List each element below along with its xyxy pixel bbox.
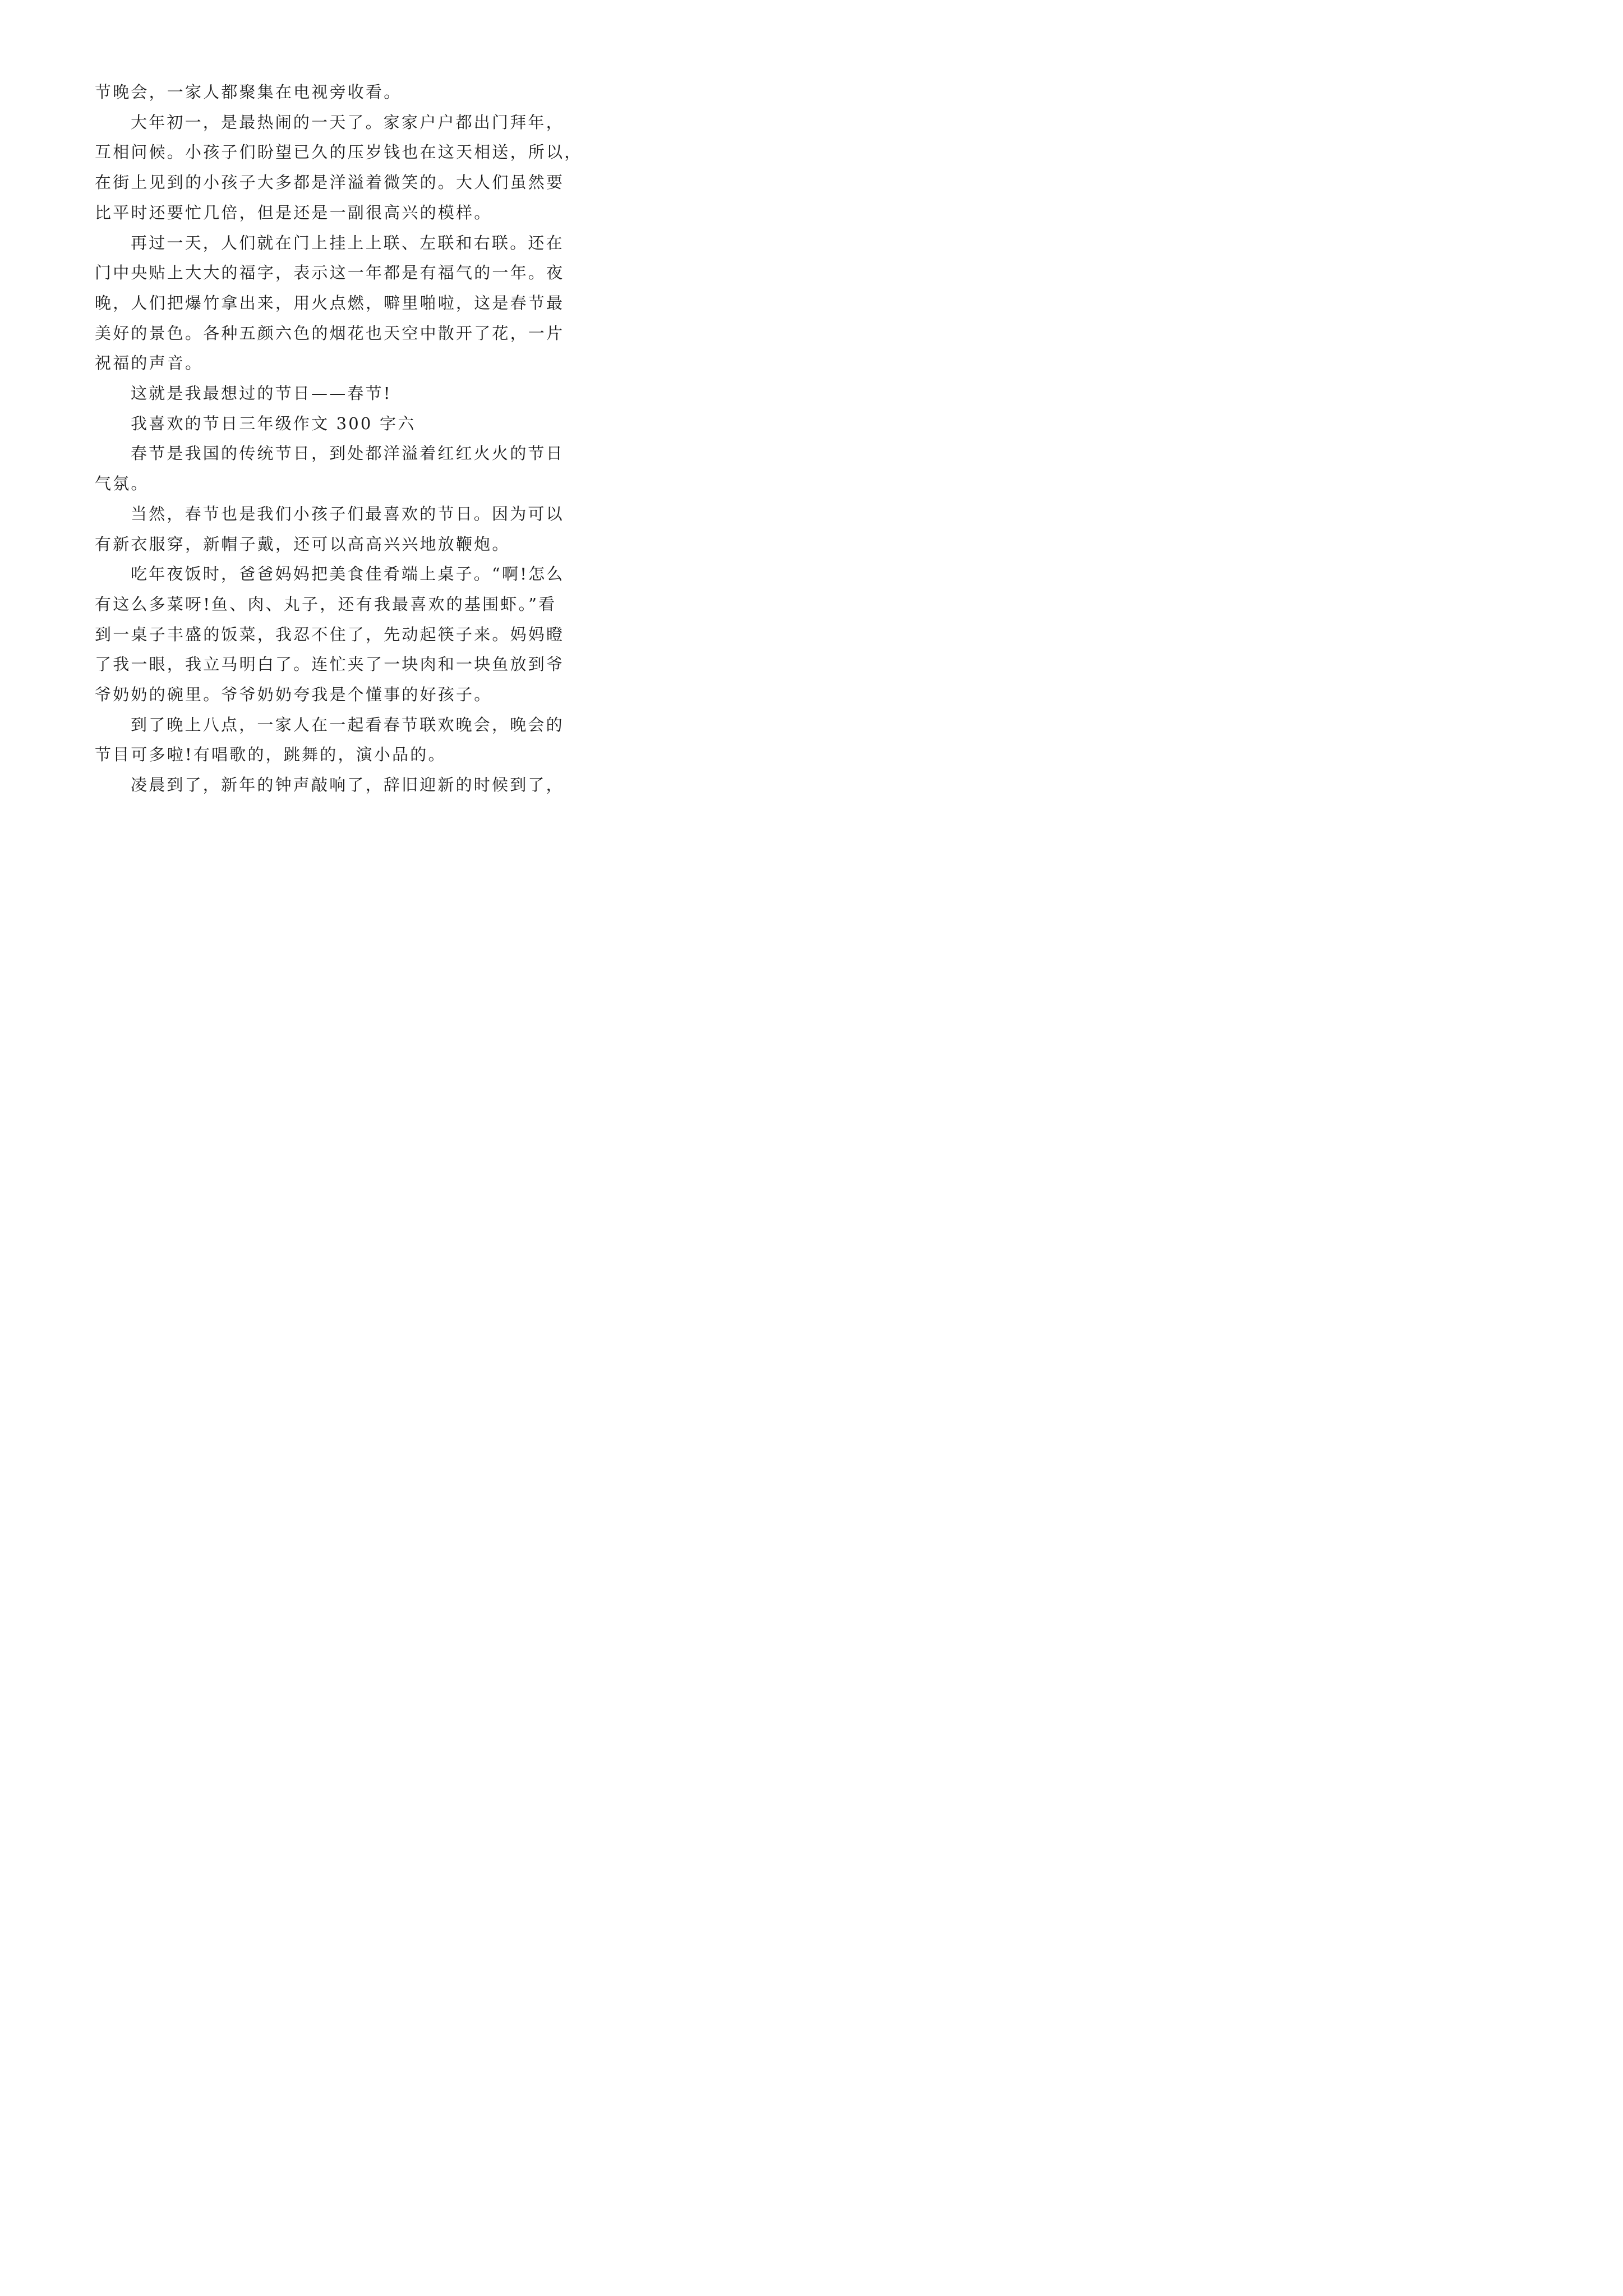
text-line: 比平时还要忙几倍，但是还是一副很高兴的模样。 [95, 203, 492, 222]
text-line: 春节是我国的传统节日，到处都洋溢着红红火火的节日 [131, 444, 564, 463]
text-line: 美好的景色。各种五颜六色的烟花也天空中散开了花，一片 [95, 323, 565, 343]
paragraph-3 [95, 228, 565, 379]
text-line: 当然，春节也是我们小孩子们最喜欢的节日。因为可以 [131, 504, 564, 523]
text-line: 祝福的声音。 [95, 353, 204, 373]
text-line: 了我一眼，我立马明白了。连忙夹了一块肉和一块鱼放到爷 [95, 655, 565, 674]
text-line: 晚，人们把爆竹拿出来，用火点燃，噼里啪啦，这是春节最 [95, 293, 565, 312]
text-line: 互相问候。小孩子们盼望已久的压岁钱也在这天相送，所以， [95, 142, 583, 162]
text-line: 再过一天，人们就在门上挂上上联、左联和右联。还在 [131, 233, 564, 252]
text-line: 气氛。 [95, 474, 149, 494]
text-line: 大年初一，是最热闹的一天了。家家户户都出门拜年， [131, 112, 564, 132]
paragraph-6 [95, 439, 564, 499]
paragraph-7 [95, 499, 564, 559]
paragraph-10 [95, 770, 564, 800]
text-line: 我喜欢的节日三年级作文 300 字六 [131, 413, 416, 433]
section-heading [95, 409, 538, 439]
text-line: 到了晚上八点，一家人在一起看春节联欢晚会，晚会的 [131, 715, 564, 734]
paragraph-1 [95, 77, 538, 108]
text-line: 吃年夜饭时，爸爸妈妈把美食佳肴端上桌子。“啊!怎么 [131, 564, 565, 584]
text-line: 这就是我最想过的节日——春节! [131, 384, 392, 403]
paragraph-4 [95, 379, 538, 409]
text-line: 在街上见到的小孩子大多都是洋溢着微笑的。大人们虽然要 [95, 173, 565, 192]
text-line: 节目可多啦!有唱歌的，跳舞的，演小品的。 [95, 745, 446, 765]
text-line: 有这么多菜呀!鱼、肉、丸子，还有我最喜欢的基围虾。”看 [95, 594, 557, 614]
paragraph-2 [95, 108, 583, 228]
document-body [95, 77, 583, 800]
text-line: 到一桌子丰盛的饭菜，我忍不住了，先动起筷子来。妈妈瞪 [95, 624, 565, 644]
text-line: 门中央贴上大大的福字，表示这一年都是有福气的一年。夜 [95, 263, 565, 283]
text-line: 凌晨到了，新年的钟声敲响了，辞旧迎新的时候到了， [131, 775, 564, 795]
paragraph-9 [95, 710, 564, 770]
paragraph-8 [95, 559, 565, 710]
text-line: 有新衣服穿，新帽子戴，还可以高高兴兴地放鞭炮。 [95, 534, 510, 554]
document-page [0, 0, 618, 875]
text-line: 节晚会，一家人都聚集在电视旁收看。 [95, 82, 402, 102]
text-line: 爷奶奶的碗里。爷爷奶奶夸我是个懂事的好孩子。 [95, 685, 492, 705]
